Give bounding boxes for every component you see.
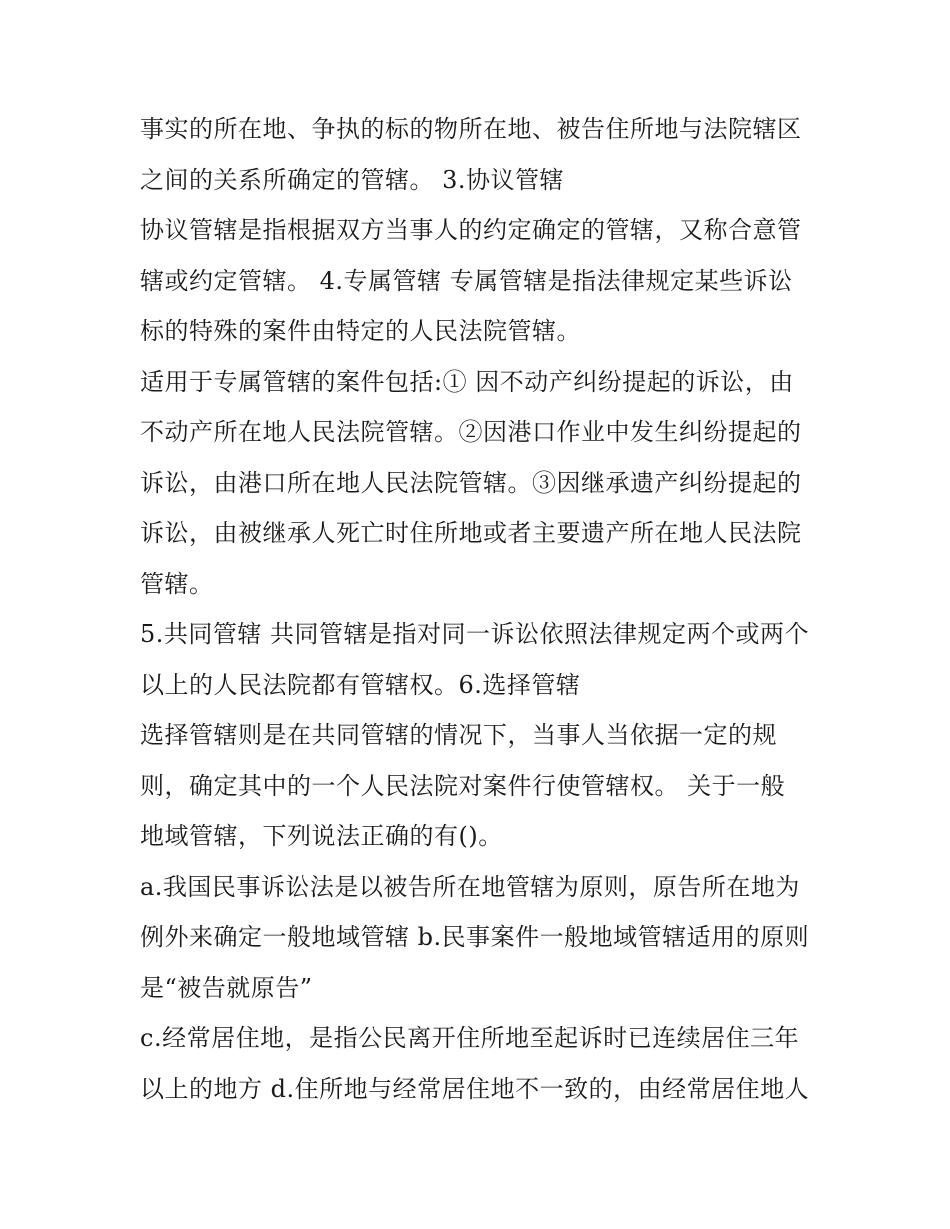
text-line: 则，确定其中的一个人民法院对案件行使管辖权。 关于一般	[140, 771, 786, 800]
text-line: 不动产所在地人民法院管辖。②因港口作业中发生纠纷提起的	[140, 418, 802, 446]
text-line: 协议管辖是指根据双方当事人的约定确定的管辖，又称合意管	[140, 216, 802, 244]
text-line: 是“被告就原告”	[140, 973, 313, 1002]
text-line: 以上的人民法院都有管辖权。6.选择管辖	[140, 670, 581, 699]
text-line: 辖或约定管辖。 4.专属管辖 专属管辖是指法律规定某些诉讼	[140, 266, 793, 295]
text-line: 地域管辖，下列说法正确的有()。	[140, 822, 503, 850]
text-line: 例外来确定一般地域管辖 b.民事案件一般地域管辖适用的原则	[140, 923, 810, 951]
text-line: 诉讼，由被继承人死亡时住所地或者主要遗产所在地人民法院	[140, 519, 802, 547]
document-body	[140, 104, 820, 1114]
text-line: 选择管辖则是在共同管辖的情况下，当事人当依据一定的规	[140, 721, 777, 749]
text-line: 标的特殊的案件由特定的人民法院管辖。	[140, 317, 581, 345]
text-line: c.经常居住地，是指公民离开住所地至起诉时已连续居住三年	[140, 1024, 800, 1052]
text-line: a.我国民事诉讼法是以被告所在地管辖为原则，原告所在地为	[140, 872, 800, 901]
text-line: 事实的所在地、争执的标的物所在地、被告住所地与法院辖区	[140, 115, 802, 143]
text-line: 适用于专属管辖的案件包括:① 因不动产纠纷提起的诉讼，由	[140, 367, 794, 396]
text-line: 诉讼，由港口所在地人民法院管辖。③因继承遗产纠纷提起的	[140, 468, 802, 497]
text-line: 管辖。	[140, 569, 214, 598]
text-line: 之间的关系所确定的管辖。 3.协议管辖	[140, 165, 565, 194]
text-line: 5.共同管辖 共同管辖是指对同一诉讼依照法律规定两个或两个	[140, 620, 810, 648]
text-line: 以上的地方 d.住所地与经常居住地不一致的，由经常居住地人	[140, 1074, 810, 1103]
